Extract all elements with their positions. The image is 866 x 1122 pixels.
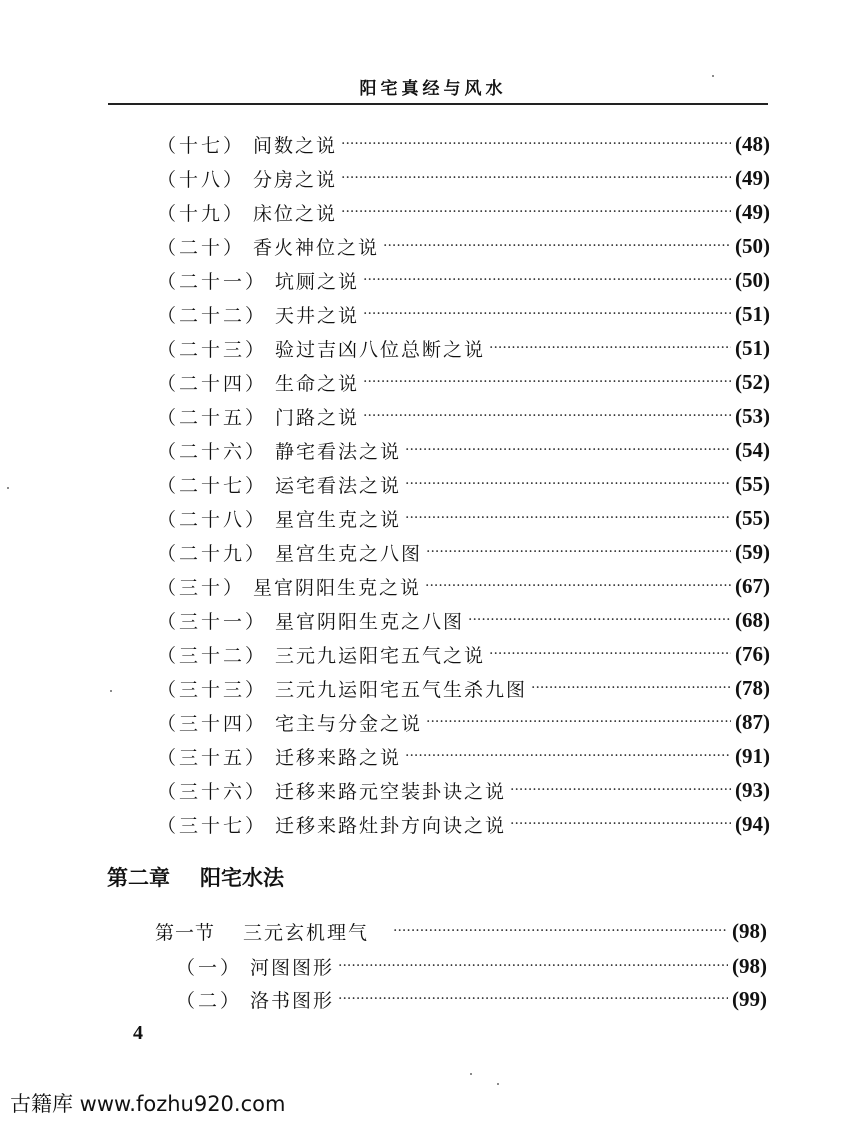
toc-entry-number: （十八） [157,168,246,191]
toc-entry-page: (50) [735,233,770,258]
toc-entry[interactable] [157,299,770,329]
toc-entry-number: （二十五） [157,406,268,429]
toc-entry-page: (59) [735,539,770,564]
toc-entry-page: (51) [735,335,770,360]
dot-leader [510,816,731,832]
dot-leader [383,238,731,254]
toc-entry-page: (67) [735,573,770,598]
dot-leader [341,136,731,152]
dot-leader [363,374,731,390]
toc-entry-number: （二十二） [157,304,268,327]
page-number: 4 [133,1022,143,1044]
toc-entry-number: （三十一） [157,610,268,633]
toc-entry[interactable] [157,503,770,533]
dot-leader [405,748,731,764]
toc-entry-title: 门路之说 [275,406,360,429]
toc-subentry-title: 洛书图形 [250,989,335,1012]
toc-entry-title: 坑厕之说 [275,270,360,293]
toc-section-title: 三元玄机理气 [243,921,370,944]
toc-entry[interactable] [157,469,770,499]
toc-entry[interactable] [157,741,770,771]
toc-entry-title: 间数之说 [253,134,338,157]
toc-section-page: (98) [732,918,767,943]
toc-entry-page: (87) [735,709,770,734]
toc-entry-title: 天井之说 [275,304,360,327]
toc-entry-title: 静宅看法之说 [275,440,402,463]
toc-entry-page: (55) [735,471,770,496]
running-title: 阳宅真经与风水 [359,79,507,99]
dot-leader [510,782,731,798]
toc-subentry[interactable] [176,984,767,1014]
toc-entry-title: 星宫生克之八图 [275,542,423,565]
toc-entry[interactable] [157,333,770,363]
toc-entry-page: (94) [735,811,770,836]
toc-subentry[interactable] [176,951,767,981]
toc-entry-number: （二十） [157,236,246,259]
toc-entry-number: （二十六） [157,440,268,463]
toc-entry-title: 香火神位之说 [253,236,380,259]
toc-entry-page: (53) [735,403,770,428]
toc-entry-number: （三十七） [157,814,268,837]
toc-entry-page: (48) [735,131,770,156]
toc-entry-number: （二十四） [157,372,268,395]
dot-leader [363,306,731,322]
toc-entry[interactable] [157,537,770,567]
toc-entry-page: (68) [735,607,770,632]
toc-entry-title: 星宫生克之说 [275,508,402,531]
toc-entry-title: 三元九运阳宅五气之说 [275,644,486,667]
toc-entry-number: （十九） [157,202,246,225]
toc-entry-title: 迁移来路之说 [275,746,402,769]
toc-entry-page: (54) [735,437,770,462]
dot-leader [338,991,728,1007]
toc-entry-number: （三十三） [157,678,268,701]
dot-leader [426,544,731,560]
header-rule [108,103,768,105]
toc-entry[interactable] [157,163,770,193]
site-watermark: 古籍库 www.fozhu920.com [10,1092,286,1116]
dot-leader [405,510,731,526]
toc-subentry-page: (98) [732,953,767,978]
toc-entry-title: 三元九运阳宅五气生杀九图 [275,678,528,701]
dot-leader [341,204,731,220]
toc-entry[interactable] [157,673,770,703]
dot-leader [489,340,731,356]
scan-speck [497,1083,499,1085]
toc-section-entry[interactable] [155,916,767,946]
dot-leader [425,578,731,594]
toc-entry-title: 星官阴阳生克之说 [253,576,422,599]
dot-leader [338,958,728,974]
toc-entry[interactable] [157,265,770,295]
scan-speck [7,487,9,489]
toc-entry[interactable] [157,775,770,805]
toc-entry[interactable] [157,639,770,669]
toc-entry-page: (50) [735,267,770,292]
toc-entry-number: （三十二） [157,644,268,667]
toc-entry-title: 迁移来路灶卦方向诀之说 [275,814,507,837]
toc-section-number: 第一节 [155,921,216,944]
toc-entry[interactable] [157,707,770,737]
chapter-label: 第二章 [107,866,170,890]
toc-entry-title: 运宅看法之说 [275,474,402,497]
toc-entry-number: （十七） [157,134,246,157]
dot-leader [468,612,731,628]
dot-leader [531,680,731,696]
scan-speck [712,75,714,77]
toc-entry-number: （二十一） [157,270,268,293]
chapter-title: 阳宅水法 [200,866,284,890]
dot-leader [363,408,731,424]
toc-entry-title: 床位之说 [253,202,338,225]
toc-entry-number: （三十五） [157,746,268,769]
toc-subentry-number: （二） [176,989,243,1012]
toc-entry[interactable] [157,605,770,635]
toc-entry-number: （三十六） [157,780,268,803]
toc-entry[interactable] [157,401,770,431]
toc-entry-page: (93) [735,777,770,802]
toc-entry[interactable] [157,129,770,159]
scan-speck [110,690,112,692]
toc-entry-title: 验过吉凶八位总断之说 [275,338,486,361]
dot-leader [341,170,731,186]
toc-entry-page: (91) [735,743,770,768]
toc-entry-number: （三十） [157,576,246,599]
toc-entry-number: （二十七） [157,474,268,497]
toc-subentry-page: (99) [732,986,767,1011]
dot-leader [405,476,731,492]
dot-leader [426,714,731,730]
scan-speck [470,1073,472,1075]
toc-entry-page: (49) [735,165,770,190]
toc-entry[interactable] [157,435,770,465]
toc-entry[interactable] [157,571,770,601]
dot-leader [405,442,731,458]
toc-entry-number: （二十三） [157,338,268,361]
toc-entry[interactable] [157,197,770,227]
toc-entry-page: (55) [735,505,770,530]
chapter-heading[interactable] [107,862,284,892]
toc-subentry-number: （一） [176,956,243,979]
toc-entry-page: (49) [735,199,770,224]
toc-entry[interactable] [157,367,770,397]
toc-entry-title: 生命之说 [275,372,360,395]
toc-entry-page: (51) [735,301,770,326]
toc-entry-title: 星官阴阳生克之八图 [275,610,465,633]
toc-entry-title: 迁移来路元空装卦诀之说 [275,780,507,803]
toc-subentry-title: 河图图形 [250,956,335,979]
toc-entry-number: （二十九） [157,542,268,565]
toc-entry-page: (52) [735,369,770,394]
dot-leader [363,272,731,288]
toc-entry[interactable] [157,809,770,839]
toc-entry-title: 分房之说 [253,168,338,191]
toc-entry-number: （三十四） [157,712,268,735]
toc-entry-number: （二十八） [157,508,268,531]
toc-entry[interactable] [157,231,770,261]
dot-leader [489,646,731,662]
toc-entry-title: 宅主与分金之说 [275,712,423,735]
dot-leader [393,923,728,939]
toc-entry-page: (78) [735,675,770,700]
toc-entry-page: (76) [735,641,770,666]
